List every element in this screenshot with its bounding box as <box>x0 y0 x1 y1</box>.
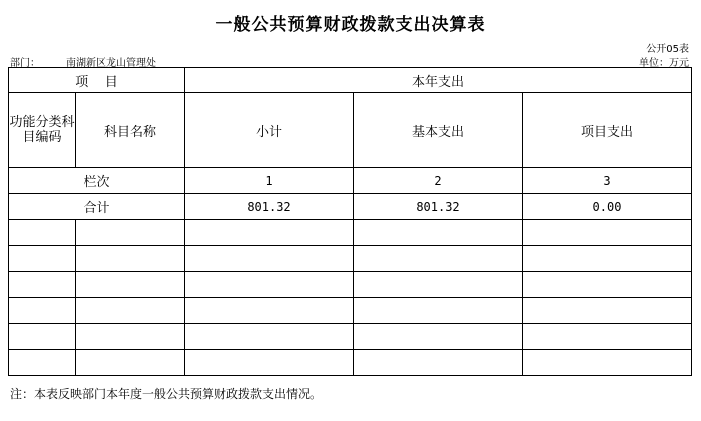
header-current-year: 本年支出 <box>185 68 692 93</box>
unit-label: 单位：万元 <box>639 58 689 69</box>
header-item: 项 目 <box>9 68 185 93</box>
header-subtotal: 小计 <box>185 93 354 168</box>
total-label: 合计 <box>9 194 185 220</box>
header-subject-name: 科目名称 <box>76 93 185 168</box>
header-row-2 <box>9 93 692 168</box>
department-label: 部门： <box>10 58 40 69</box>
total-subtotal-value: 801.32 <box>185 194 354 220</box>
column-index-1: 1 <box>185 168 354 194</box>
empty-row <box>9 298 692 324</box>
header-row-1 <box>9 68 692 93</box>
empty-row <box>9 220 692 246</box>
header-basic-expenditure: 基本支出 <box>354 93 523 168</box>
column-index-row <box>9 168 692 194</box>
column-index-2: 2 <box>354 168 523 194</box>
expenditure-table <box>8 67 692 376</box>
empty-row <box>9 272 692 298</box>
empty-row <box>9 324 692 350</box>
total-row <box>9 194 692 220</box>
report-title: 一般公共预算财政拨款支出决算表 <box>215 15 486 35</box>
total-basic-value: 801.32 <box>354 194 523 220</box>
column-index-3: 3 <box>523 168 692 194</box>
footnote: 注：本表反映部门本年度一般公共预算财政拨款支出情况。 <box>10 387 323 401</box>
total-project-value: 0.00 <box>523 194 692 220</box>
department-value: 南湖新区龙山管理处 <box>66 58 156 69</box>
empty-row <box>9 350 692 376</box>
header-function-code: 功能分类科目编码 <box>9 93 76 168</box>
empty-row <box>9 246 692 272</box>
header-project-expenditure: 项目支出 <box>523 93 692 168</box>
column-index-label: 栏次 <box>9 168 185 194</box>
form-number: 公开05表 <box>646 44 689 55</box>
